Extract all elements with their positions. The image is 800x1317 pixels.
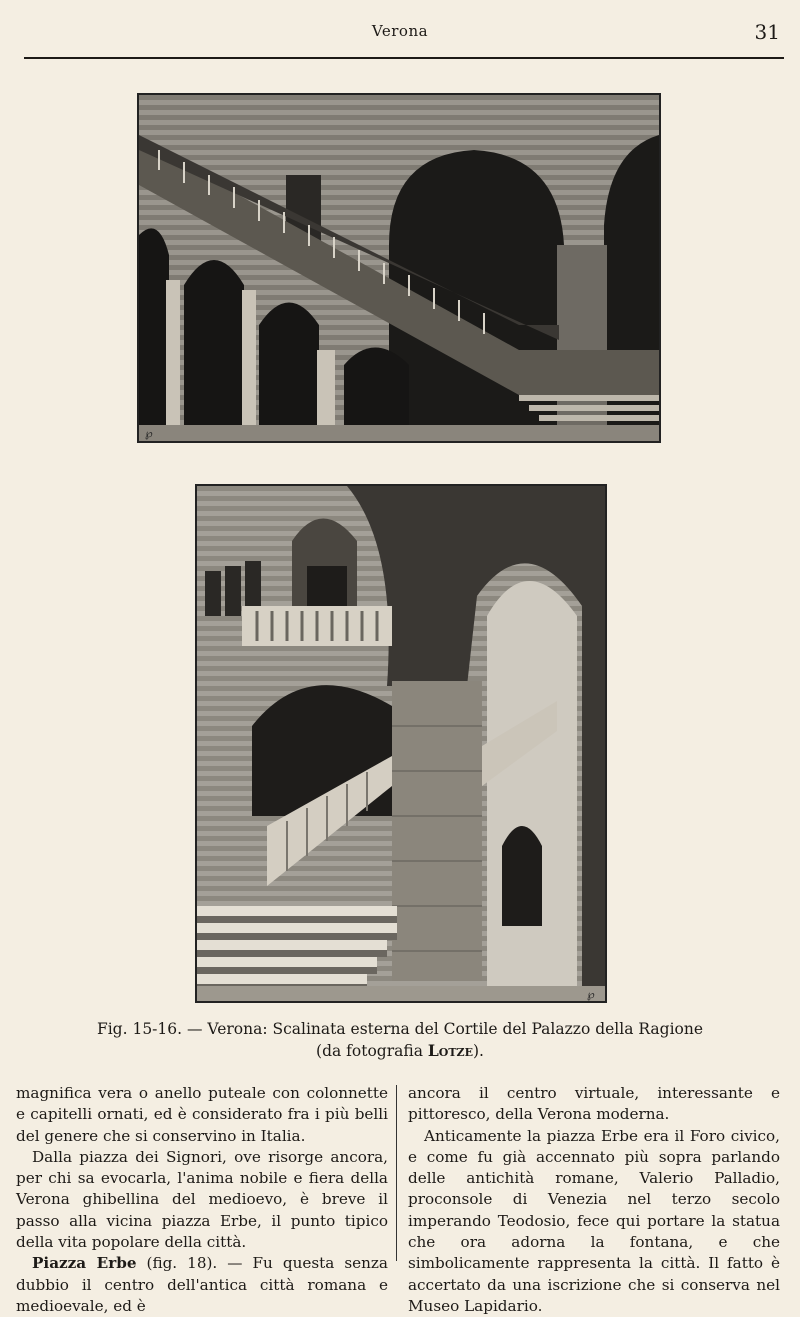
paragraph: ancora il centro virtuale, interessante e pittoresco, della Verona moderna.: [408, 1084, 780, 1124]
photo-signature: ℘: [587, 988, 595, 1001]
caption-prefix: (da fotografia: [316, 1042, 428, 1060]
left-column: [16, 1083, 388, 1317]
page-number: 31: [754, 20, 780, 44]
paragraph: [16, 1253, 388, 1317]
caption-suffix: ).: [472, 1042, 484, 1060]
header-title: Verona: [371, 22, 429, 40]
caption-line-1: Fig. 15-16. — Verona: Scalinata esterna del Cortile del Palazzo della Ragione: [96, 1020, 704, 1038]
section-heading: Piazza Erbe: [32, 1254, 137, 1273]
header-rule: [24, 57, 784, 59]
paragraph: magnifica vera o anello puteale con colonnette e capitelli ornati, ed è considerato fra i più belli del genere che si conservino in Italia.: [16, 1084, 388, 1145]
photo-staircase-courtyard: [137, 93, 661, 443]
paragraph: Dalla piazza dei Signori, ove risorge ancora, per chi sa evocarla, l'anima nobile e fiera della Verona ghibellina del medioevo, è breve il passo alla vicina piazza Erbe, il punto tipico della vita popolare della città.: [16, 1147, 388, 1252]
body-text: [16, 1083, 786, 1315]
photo-staircase-arches: [195, 484, 607, 1003]
figure-caption: [0, 1019, 800, 1062]
photo-signature: ℘: [145, 427, 153, 440]
caption-credit: Lotze: [427, 1041, 473, 1060]
caption-line-2: [0, 1040, 800, 1062]
paragraph-text: (fig. 18). — Fu questa senza dubbio il centro dell'antica città romana e medioevale, ed è: [16, 1254, 388, 1315]
paragraph: Anticamente la piazza Erbe era il Foro civico, e come fu già accennato più sopra parlando delle antichità romane, Valerio Palladio, proconsole di Venezia nel terzo secolo imperando Teodosio, fece qui portare la statua che ora adorna la fontana, e che simbolicamente rappresenta la città. Il fatto è accertato da una iscrizione che si conserva nel Museo Lapidario.: [408, 1126, 780, 1315]
right-column: [408, 1083, 780, 1317]
column-divider: [396, 1085, 397, 1261]
